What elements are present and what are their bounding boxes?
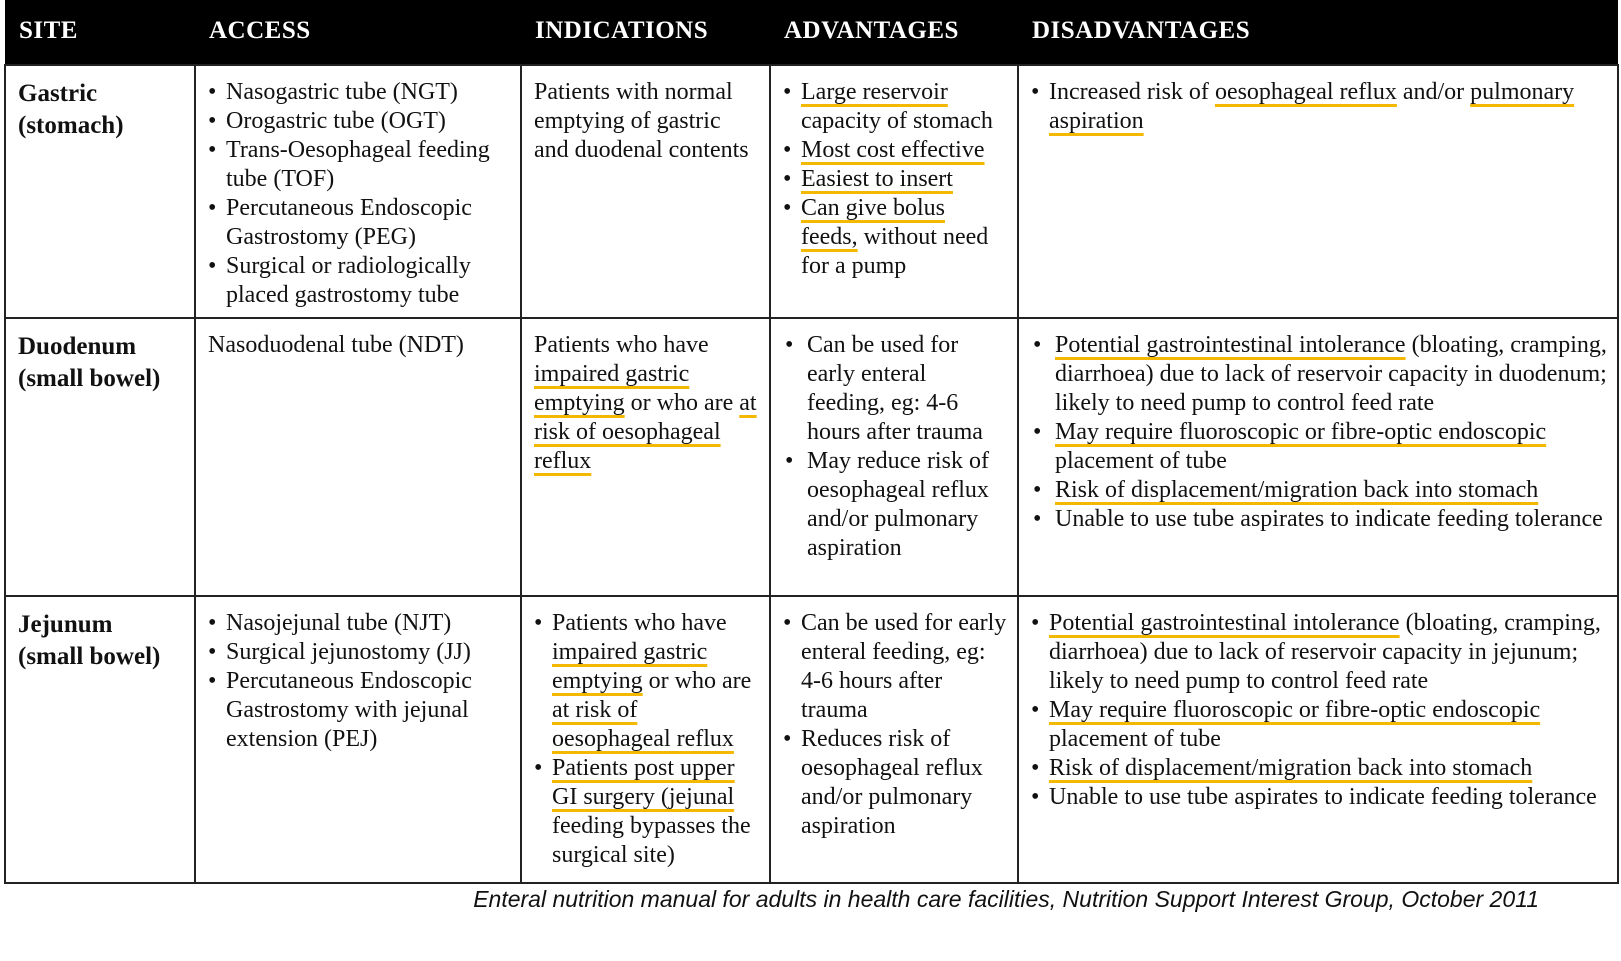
- advantage-item: • May reduce risk of oesophageal reflux and/or pulmonary aspiration: [783, 447, 1007, 563]
- disadvantage-item: [1031, 696, 1607, 754]
- header-disadvantages: DISADVANTAGES: [1018, 0, 1618, 65]
- disadvantages-cell: [1018, 318, 1618, 596]
- site-subname: (stomach): [18, 112, 124, 139]
- header-indications: INDICATIONS: [521, 0, 770, 65]
- advantage-item: [783, 136, 1007, 165]
- indication-item: [534, 754, 759, 870]
- indications-cell: [521, 318, 770, 596]
- site-cell: [5, 65, 195, 318]
- disadvantage-item: [1031, 783, 1607, 812]
- disadvantage-item: [1031, 609, 1607, 696]
- indications-part: Patients who have: [552, 610, 727, 636]
- indication-item: [534, 609, 759, 754]
- site-cell: [5, 318, 195, 596]
- highlighted-text: Can give bolus feeds,: [801, 195, 945, 250]
- advantage-item: • Reduces risk of oesophageal reflux and/or pulmonary aspiration: [783, 725, 1007, 841]
- header-advantages: ADVANTAGES: [770, 0, 1018, 65]
- disadvantage-text: Increased risk of: [1049, 79, 1215, 105]
- access-item: • Percutaneous Endoscopic Gastrostomy (PEG): [208, 194, 510, 252]
- site-name: Jejunum: [18, 611, 113, 638]
- disadvantage-text: Unable to use tube aspirates to indicate feeding tolerance: [1049, 784, 1597, 810]
- disadvantage-text: (bloating, cramping, diarrhoea) due to lack of reservoir capacity in jejunum; likely to need pump to control feed rate: [1049, 610, 1601, 694]
- access-item: • Surgical or radiologically placed gastrostomy tube: [208, 252, 510, 310]
- highlighted-text: Easiest to insert: [801, 166, 953, 192]
- site-name: Gastric: [18, 80, 98, 107]
- disadvantages-cell: [1018, 596, 1618, 883]
- advantage-item: [783, 165, 1007, 194]
- indications-cell: [521, 596, 770, 883]
- disadvantages-cell: [1018, 65, 1618, 318]
- access-cell: [195, 596, 521, 883]
- highlighted-text: Patients post upper GI surgery (jejunal: [552, 755, 735, 810]
- access-item: • Surgical jejunostomy (JJ): [208, 638, 510, 667]
- table-row-jejunum: [5, 596, 1618, 883]
- disadvantage-item: [1031, 78, 1607, 136]
- indications-part: feeding bypasses the surgical site): [552, 813, 751, 868]
- access-text: Nasoduodenal tube (NDT): [208, 332, 464, 358]
- indications-part: or who are: [624, 390, 740, 416]
- indications-text: [534, 331, 759, 476]
- site-cell: [5, 596, 195, 883]
- access-item: • Trans-Oesophageal feeding tube (TOF): [208, 136, 510, 194]
- source-caption: Enteral nutrition manual for adults in health care facilities, Nutrition Support Interest Group, October 2011: [473, 886, 1539, 912]
- highlighted-text: Risk of displacement/migration back into stomach: [1049, 755, 1533, 781]
- highlighted-text: impaired gastric emptying: [552, 639, 708, 694]
- highlighted-text: oesophageal reflux: [1214, 79, 1397, 105]
- disadvantage-text: (bloating, cramping, diarrhoea) due to lack of reservoir capacity in duodenum; likely to need pump to control feed rate: [1055, 332, 1607, 416]
- highlighted-text: Potential gastrointestinal intolerance: [1055, 332, 1406, 358]
- advantages-cell: [770, 596, 1018, 883]
- disadvantage-item: [1031, 505, 1607, 534]
- highlighted-text: Most cost effective: [801, 137, 985, 163]
- highlighted-text: May require fluoroscopic or fibre-optic endoscopic: [1055, 419, 1547, 445]
- table-row-gastric: [5, 65, 1618, 318]
- advantage-item: • Can be used for early enteral feeding, eg: 4-6 hours after trauma: [783, 331, 1007, 447]
- advantage-item: [783, 78, 1007, 136]
- highlighted-text: at risk of oesophageal reflux: [552, 697, 734, 752]
- highlighted-text: at risk of oesophageal reflux: [534, 390, 757, 474]
- advantage-text: capacity of stomach: [801, 108, 993, 134]
- highlighted-text: Risk of displacement/migration back into stomach: [1055, 477, 1539, 503]
- disadvantage-item: [1031, 418, 1607, 476]
- header-site: SITE: [5, 0, 195, 65]
- indications-part: or who are: [642, 668, 752, 694]
- access-item: • Percutaneous Endoscopic Gastrostomy with jejunal extension (PEJ): [208, 667, 510, 754]
- highlighted-text: Potential gastrointestinal intolerance: [1049, 610, 1400, 636]
- advantages-cell: [770, 318, 1018, 596]
- access-item: • Nasojejunal tube (NJT): [208, 609, 510, 638]
- header-access: ACCESS: [195, 0, 521, 65]
- site-subname: (small bowel): [18, 643, 161, 670]
- advantage-item: • Can be used for early enteral feeding, eg: 4-6 hours after trauma: [783, 609, 1007, 725]
- header-row: [5, 0, 1618, 65]
- highlighted-text: pulmonary aspiration: [1049, 79, 1575, 134]
- disadvantage-text: and/or: [1396, 79, 1471, 105]
- access-item: • Orogastric tube (OGT): [208, 107, 510, 136]
- disadvantage-item: [1031, 331, 1607, 418]
- site-name: Duodenum: [18, 333, 137, 360]
- disadvantage-item: [1031, 476, 1607, 505]
- advantages-cell: [770, 65, 1018, 318]
- highlighted-text: Large reservoir: [801, 79, 948, 105]
- highlighted-text: impaired gastric emptying: [534, 361, 690, 416]
- disadvantage-text: Unable to use tube aspirates to indicate feeding tolerance: [1055, 506, 1603, 532]
- indications-text: Patients with normal emptying of gastric and duodenal contents: [534, 79, 749, 163]
- access-item: • Nasogastric tube (NGT): [208, 78, 510, 107]
- table-row-duodenum: [5, 318, 1618, 596]
- indications-cell: [521, 65, 770, 318]
- disadvantage-text: placement of tube: [1049, 726, 1221, 752]
- disadvantage-text: placement of tube: [1055, 448, 1227, 474]
- enteral-feeding-table: [4, 0, 1619, 884]
- disadvantage-item: [1031, 754, 1607, 783]
- advantage-text: without need for a pump: [801, 224, 989, 279]
- highlighted-text: May require fluoroscopic or fibre-optic endoscopic: [1049, 697, 1541, 723]
- access-cell: [195, 318, 521, 596]
- advantage-item: [783, 194, 1007, 281]
- indications-part: Patients who have: [534, 332, 709, 358]
- access-cell: [195, 65, 521, 318]
- site-subname: (small bowel): [18, 365, 161, 392]
